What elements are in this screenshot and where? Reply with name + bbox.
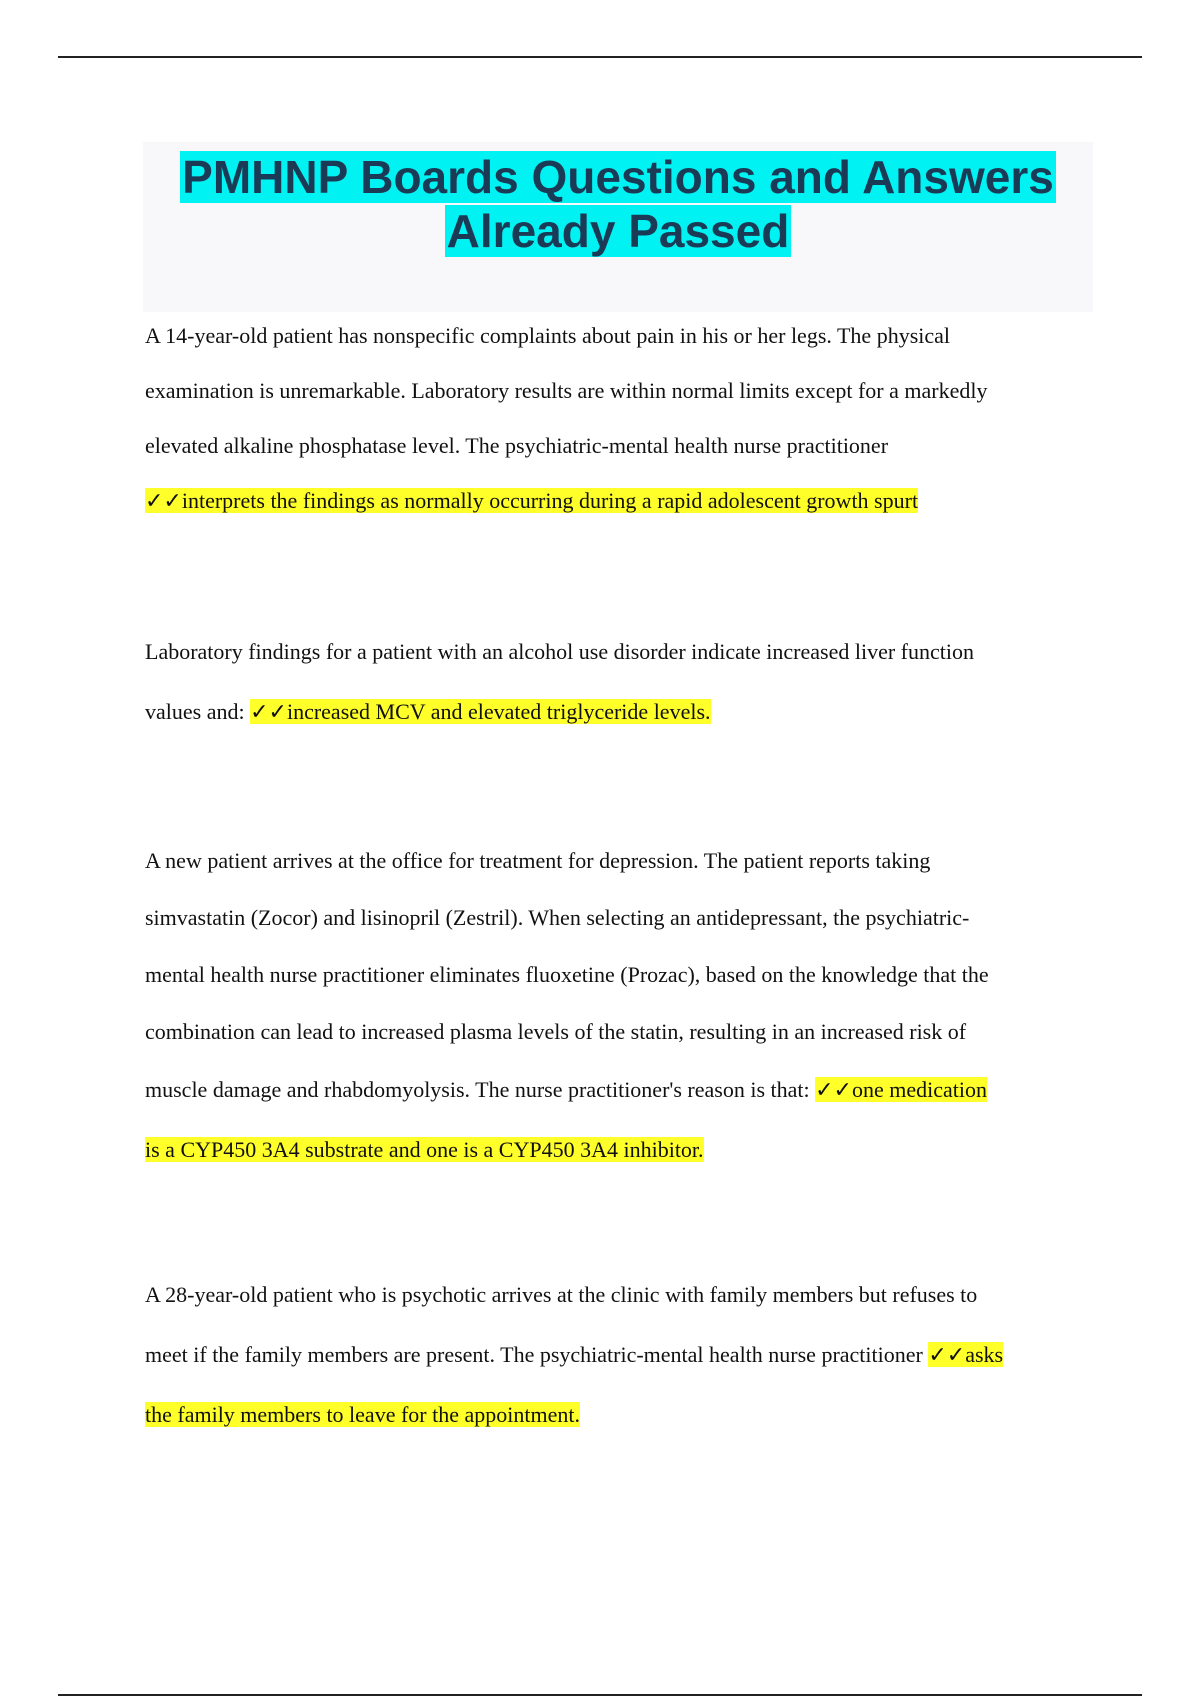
bottom-rule: [58, 1694, 1142, 1696]
question-4-line-3: [145, 1385, 1100, 1445]
question-3-line-1: A new patient arrives at the office for treatment for depression. The patient reports taking: [145, 848, 931, 873]
question-3: [145, 832, 1100, 1180]
question-4-line-2: [145, 1325, 1100, 1385]
question-1-line-3: elevated alkaline phosphatase level. The psychiatric-mental health nurse practitioner: [145, 433, 889, 458]
question-2-answer: ✓✓increased MCV and elevated triglyceride levels.: [250, 699, 711, 724]
question-1: [145, 307, 1100, 532]
page-title-line-2: Already Passed: [446, 205, 790, 257]
question-4-answer-part-1: ✓✓asks: [928, 1342, 1004, 1367]
question-2-line-1: Laboratory findings for a patient with an alcohol use disorder indicate increased liver function: [145, 639, 974, 664]
title-block: [143, 142, 1093, 312]
question-1-line-1: A 14-year-old patient has nonspecific complaints about pain in his or her legs. The physical: [145, 323, 951, 348]
top-rule: [58, 56, 1142, 58]
question-3-answer-part-2: is a CYP450 3A4 substrate and one is a CYP450 3A4 inhibitor.: [145, 1137, 704, 1162]
question-4-line-1: A 28-year-old patient who is psychotic arrives at the clinic with family members but refuses to: [145, 1282, 978, 1307]
question-2-line-2: [145, 682, 1100, 742]
question-1-answer-line: [145, 472, 1100, 532]
question-3-answer-part-1: ✓✓one medication: [815, 1077, 987, 1102]
question-4-answer-part-2: the family members to leave for the appointment.: [145, 1402, 580, 1427]
question-3-line-2: simvastatin (Zocor) and lisinopril (Zestril). When selecting an antidepressant, the psychiatric-: [145, 905, 970, 930]
question-1-line-2: examination is unremarkable. Laboratory results are within normal limits except for a markedly: [145, 378, 988, 403]
question-4-line-2-text: meet if the family members are present. The psychiatric-mental health nurse practitioner: [145, 1342, 929, 1367]
question-3-line-5-text: muscle damage and rhabdomyolysis. The nurse practitioner's reason is that:: [145, 1077, 816, 1102]
question-3-line-5: [145, 1060, 1100, 1120]
question-1-answer: ✓✓interprets the findings as normally occurring during a rapid adolescent growth spurt: [145, 488, 919, 513]
question-3-line-4: combination can lead to increased plasma levels of the statin, resulting in an increased risk of: [145, 1019, 967, 1044]
question-4: [145, 1265, 1100, 1445]
question-3-line-6: [145, 1120, 1100, 1180]
page-title-line-1: PMHNP Boards Questions and Answers: [182, 151, 1054, 203]
question-2-line-2-text: values and:: [145, 699, 251, 724]
question-3-line-3: mental health nurse practitioner eliminates fluoxetine (Prozac), based on the knowledge that the: [145, 962, 989, 987]
question-2: [145, 622, 1100, 742]
